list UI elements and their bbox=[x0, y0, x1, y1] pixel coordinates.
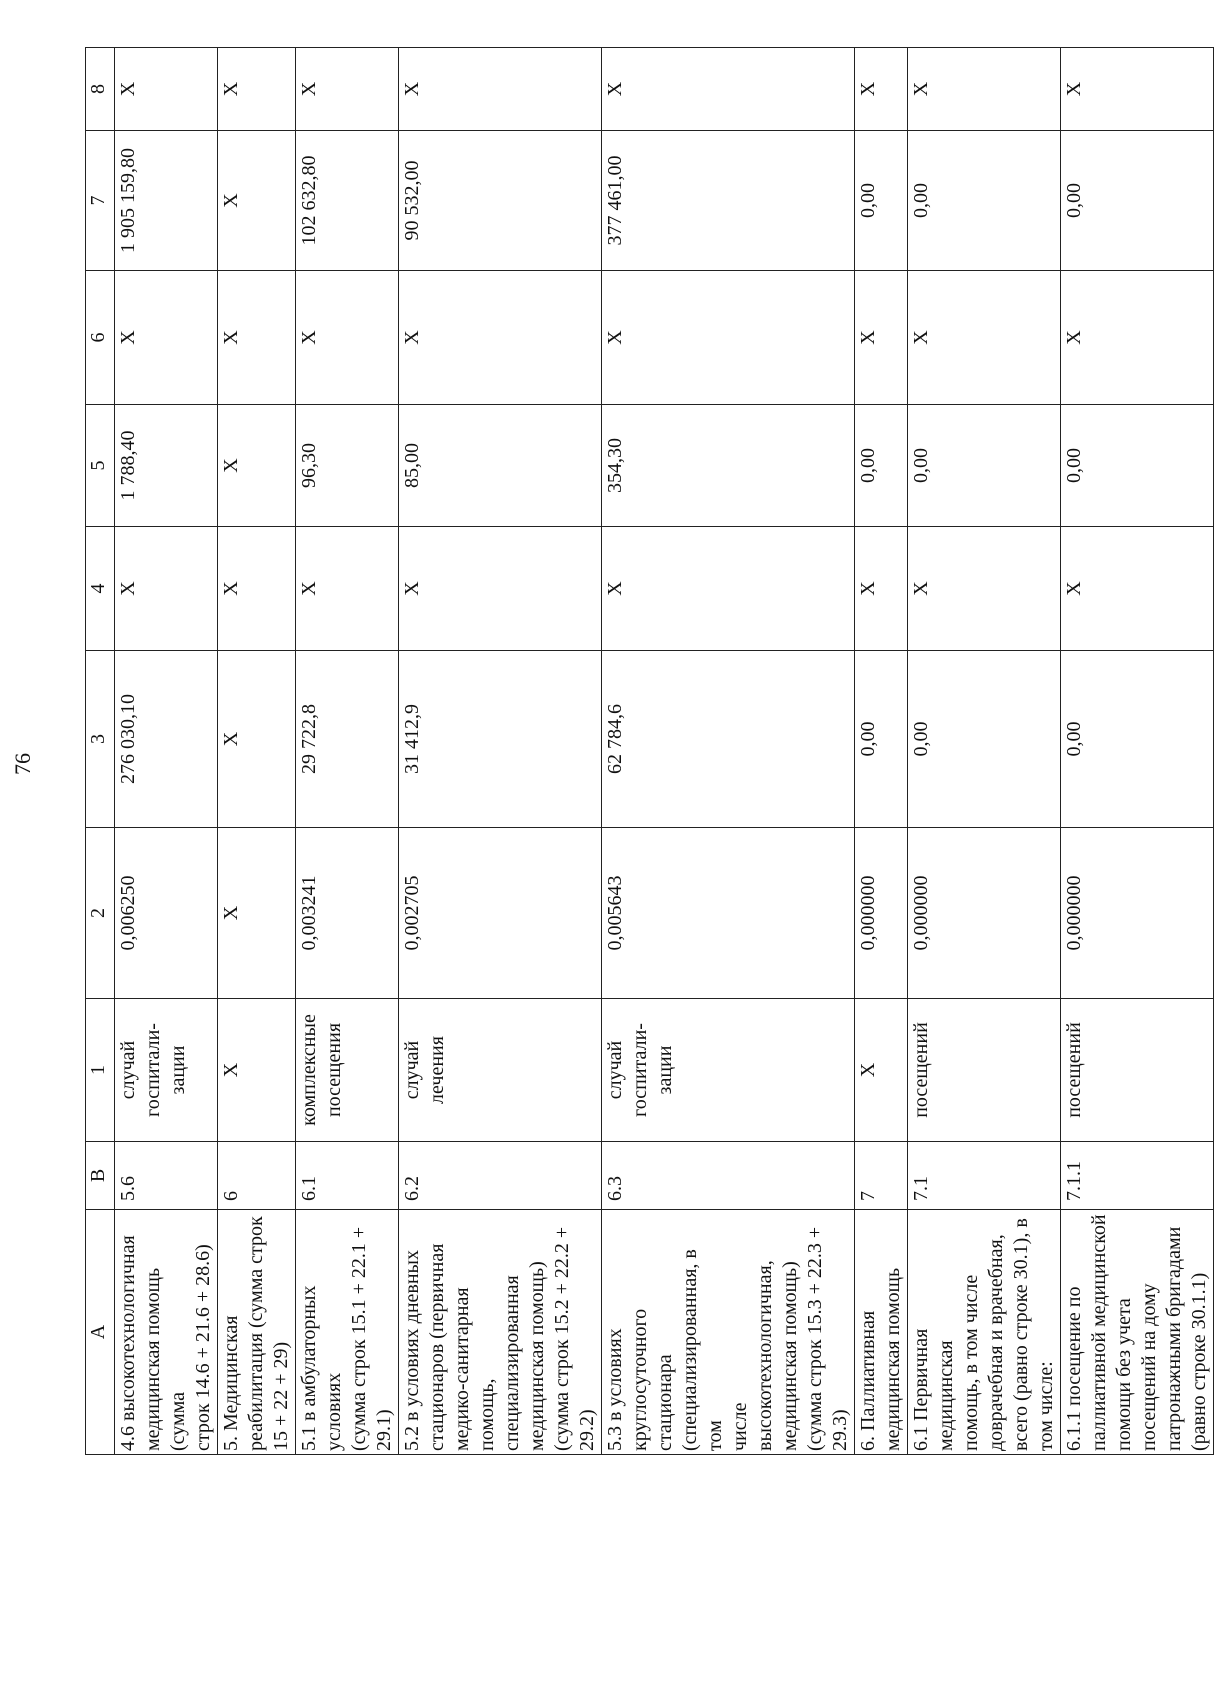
table-cell: X bbox=[296, 48, 399, 131]
table-cell: посещений bbox=[908, 999, 1061, 1142]
table-cell: 377 461,00 bbox=[602, 131, 855, 271]
column-header: 4 bbox=[86, 527, 115, 651]
table-cell: 0,002705 bbox=[399, 828, 602, 999]
table-cell: случай госпитали- зации bbox=[602, 999, 855, 1142]
table-cell: X bbox=[218, 999, 296, 1142]
row-code: 6.2 bbox=[399, 1142, 602, 1210]
table-cell: X bbox=[602, 271, 855, 405]
table-cell: 0,006250 bbox=[115, 828, 218, 999]
table-cell: X bbox=[296, 527, 399, 651]
table-cell: 276 030,10 bbox=[115, 651, 218, 828]
table-cell: 0,00 bbox=[855, 131, 908, 271]
row-code: 7 bbox=[855, 1142, 908, 1210]
row-code: 6 bbox=[218, 1142, 296, 1210]
table-cell: X bbox=[855, 48, 908, 131]
table-cell: X bbox=[1061, 48, 1214, 131]
table-cell: X bbox=[399, 527, 602, 651]
table-cell: X bbox=[296, 271, 399, 405]
column-header: 3 bbox=[86, 651, 115, 828]
row-code: 6.1 bbox=[296, 1142, 399, 1210]
table-cell: 0,003241 bbox=[296, 828, 399, 999]
row-description: 6.1.1 посещение по паллиативной медицинской помощи без учета посещений на дому патронажными бригадами (равно строке 30.1.1) bbox=[1061, 1210, 1214, 1455]
table-cell: 96,30 bbox=[296, 405, 399, 527]
row-description: 5. Медицинская реабилитация (сумма строк 15 + 22 + 29) bbox=[218, 1210, 296, 1455]
table-cell: 0,000000 bbox=[908, 828, 1061, 999]
table-cell: случай лечения bbox=[399, 999, 602, 1142]
column-header: 1 bbox=[86, 999, 115, 1142]
table-row bbox=[855, 48, 908, 1455]
table-cell: X bbox=[218, 48, 296, 131]
table-cell: X bbox=[602, 527, 855, 651]
table-cell: X bbox=[908, 48, 1061, 131]
table-cell: X bbox=[855, 271, 908, 405]
row-code: 7.1 bbox=[908, 1142, 1061, 1210]
table-cell: X bbox=[218, 828, 296, 999]
column-header: A bbox=[86, 1210, 115, 1455]
table-cell: X bbox=[218, 651, 296, 828]
table-row bbox=[115, 48, 218, 1455]
medical-care-table bbox=[85, 47, 1214, 1455]
table-cell: X bbox=[602, 48, 855, 131]
row-description: 6.1 Первичная медицинская помощь, в том числе доврачебная и врачебная, всего (равно строке 30.1), в том числе: bbox=[908, 1210, 1061, 1455]
table-cell: X bbox=[218, 527, 296, 651]
table-cell: X bbox=[855, 527, 908, 651]
table-cell: комплексные посещения bbox=[296, 999, 399, 1142]
table-cell: X bbox=[218, 271, 296, 405]
page-number: 76 bbox=[10, 753, 35, 775]
table-row bbox=[908, 48, 1061, 1455]
table-cell: X bbox=[908, 527, 1061, 651]
table-row bbox=[602, 48, 855, 1455]
row-description: 6. Паллиативная медицинская помощь bbox=[855, 1210, 908, 1455]
column-header: 7 bbox=[86, 131, 115, 271]
table-cell: 0,00 bbox=[1061, 651, 1214, 828]
table-cell: X bbox=[218, 131, 296, 271]
table-cell: 0,00 bbox=[855, 405, 908, 527]
table-cell: 0,000000 bbox=[855, 828, 908, 999]
row-code: 6.3 bbox=[602, 1142, 855, 1210]
row-description: 4.6 высокотехнологичная медицинская помощь (сумма строк 14.6 + 21.6 + 28.6) bbox=[115, 1210, 218, 1455]
column-header: B bbox=[86, 1142, 115, 1210]
table-cell: 102 632,80 bbox=[296, 131, 399, 271]
table-cell: случай госпитали- зации bbox=[115, 999, 218, 1142]
table-cell: 29 722,8 bbox=[296, 651, 399, 828]
header-row bbox=[86, 48, 115, 1455]
table-cell: X bbox=[399, 271, 602, 405]
column-header: 5 bbox=[86, 405, 115, 527]
table-cell: 0,00 bbox=[855, 651, 908, 828]
table-cell: 0,00 bbox=[1061, 131, 1214, 271]
table-cell: 90 532,00 bbox=[399, 131, 602, 271]
table-cell: X bbox=[115, 527, 218, 651]
table-cell: 0,000000 bbox=[1061, 828, 1214, 999]
table-cell: 62 784,6 bbox=[602, 651, 855, 828]
table-cell: X bbox=[1061, 527, 1214, 651]
column-header: 6 bbox=[86, 271, 115, 405]
table-row bbox=[296, 48, 399, 1455]
row-description: 5.1 в амбулаторных условиях (сумма строк 15.1 + 22.1 + 29.1) bbox=[296, 1210, 399, 1455]
table-row bbox=[218, 48, 296, 1455]
table-cell: 0,00 bbox=[1061, 405, 1214, 527]
table-cell: 0,00 bbox=[908, 651, 1061, 828]
table-cell: X bbox=[908, 271, 1061, 405]
row-code: 7.1.1 bbox=[1061, 1142, 1214, 1210]
table-cell: 0,00 bbox=[908, 131, 1061, 271]
table-cell: X bbox=[399, 48, 602, 131]
table-cell: X bbox=[1061, 271, 1214, 405]
table-cell: X bbox=[855, 999, 908, 1142]
row-description: 5.2 в условиях дневных стационаров (первичная медико-санитарная помощь, специализированная медицинская помощь) (сумма строк 15.2 + 22.2 + 29.2) bbox=[399, 1210, 602, 1455]
table-cell: 354,30 bbox=[602, 405, 855, 527]
column-header: 8 bbox=[86, 48, 115, 131]
table-cell: 31 412,9 bbox=[399, 651, 602, 828]
table-cell: 85,00 bbox=[399, 405, 602, 527]
table-cell: 0,00 bbox=[908, 405, 1061, 527]
table-cell: X bbox=[115, 271, 218, 405]
table-row bbox=[1061, 48, 1214, 1455]
table-cell: X bbox=[115, 48, 218, 131]
column-header: 2 bbox=[86, 828, 115, 999]
table-cell: X bbox=[218, 405, 296, 527]
table-row bbox=[399, 48, 602, 1455]
table-cell: 0,005643 bbox=[602, 828, 855, 999]
row-description: 5.3 в условиях круглосуточного стационара (специализированная, в том числе высокотехнологичная, медицинская помощь) (сумма строк 15.3 + 22.3 + 29.3) bbox=[602, 1210, 855, 1455]
row-code: 5.6 bbox=[115, 1142, 218, 1210]
rotated-table-sheet bbox=[85, 48, 1210, 1455]
table-cell: 1 905 159,80 bbox=[115, 131, 218, 271]
table-cell: 1 788,40 bbox=[115, 405, 218, 527]
table-cell: посещений bbox=[1061, 999, 1214, 1142]
